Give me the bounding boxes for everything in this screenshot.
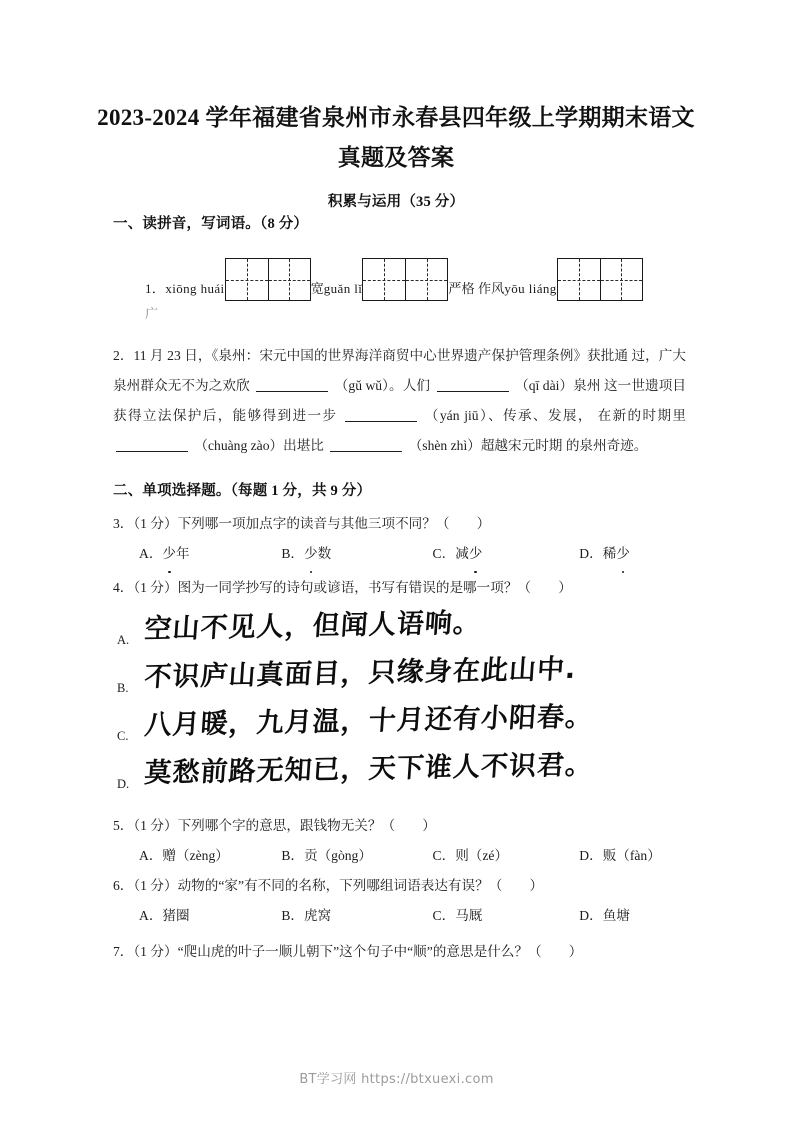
answer-blank-qi-dai[interactable]	[437, 391, 509, 392]
option-b[interactable]	[281, 539, 432, 569]
answer-blank-shen-zhi[interactable]	[330, 451, 402, 452]
question-5-stem: 5．（1 分）下列哪个字的意思，跟钱物无关？（ ）	[113, 818, 436, 833]
option-c[interactable]	[433, 841, 580, 871]
q1-text-2: 严格 作风	[448, 281, 505, 296]
document-content	[113, 212, 686, 967]
option-label: D．	[579, 848, 603, 863]
q2-seg-a: 过，广大泉州群众无不为之欢欣	[113, 348, 687, 393]
q1-pinyin-2: guǎn lǐ	[323, 281, 363, 296]
handwriting-sentence-a: 空山不见人，但闻人语响。	[143, 607, 483, 646]
option-dotted-char: 少	[162, 539, 176, 569]
section-heading-2: 二、单项选择题。（每题 1 分，共 9 分）	[113, 483, 372, 499]
option-a[interactable]	[139, 841, 281, 871]
option-text: 贡（gòng）	[303, 848, 372, 863]
option-dotted-char: 少	[304, 539, 318, 569]
q2-seg-b: 这一世遗项目获得立法保护后，能够得到进一步	[113, 378, 686, 423]
option-a[interactable]	[139, 901, 281, 931]
option-d[interactable]	[579, 901, 686, 931]
option-label: D．	[579, 908, 603, 923]
option-text: 鱼塘	[602, 908, 630, 923]
option-text: 虎窝	[303, 908, 332, 923]
q1-pinyin-3: yōu liáng	[504, 281, 557, 296]
option-b[interactable]	[281, 901, 432, 931]
document-subtitle: 积累与运用（35 分）	[327, 194, 465, 210]
section-heading-1: 一、读拼音，写词语。（8 分）	[113, 216, 309, 232]
option-label: B．	[281, 908, 304, 923]
option-c[interactable]	[433, 539, 580, 569]
option-text: 则（zé）	[455, 848, 509, 863]
q1-text-1: 宽	[310, 281, 324, 296]
option-label: C．	[432, 546, 456, 561]
option-d[interactable]	[579, 539, 686, 569]
option-label: D.	[117, 777, 130, 791]
tianzige-grid-2[interactable]	[362, 258, 448, 301]
question-3-stem: 3．（1 分）下列哪一项加点字的读音与其他三项不同？（ ）	[113, 516, 491, 531]
q1-pinyin-1: xiōng huái	[165, 281, 225, 296]
question-4-option-c[interactable]	[113, 701, 686, 747]
option-text: 猪圈	[162, 908, 190, 923]
title-block	[96, 98, 696, 211]
q2-seg-d: 的泉州奇迹。	[565, 438, 648, 453]
grid-cell	[363, 259, 405, 300]
option-label: A．	[139, 908, 163, 923]
q2-py-c: （yán jiū）、传承、发展，	[424, 408, 593, 423]
option-label: A.	[117, 633, 130, 647]
question-6-stem: 6．（1 分）动物的“家”有不同的名称，下列哪组词语表达有误？（ ）	[113, 878, 544, 893]
question-2	[113, 341, 686, 461]
option-post: 年	[176, 546, 190, 561]
question-4-stem: 4．（1 分）图为一同学抄写的诗句或谚语，书写有错误的是哪一项？（ ）	[113, 580, 572, 595]
question-4-option-d[interactable]	[113, 749, 686, 795]
option-c[interactable]	[433, 901, 580, 931]
option-b[interactable]	[281, 841, 432, 871]
q2-seg-c: 在新的时期里	[597, 408, 686, 423]
grid-cell	[405, 259, 447, 300]
option-label: B.	[117, 681, 129, 695]
option-label: A．	[139, 848, 163, 863]
option-dotted-char: 少	[616, 539, 630, 569]
q1-tail-char: 广	[145, 306, 159, 321]
option-pre: 减	[455, 546, 469, 561]
option-d[interactable]	[579, 841, 686, 871]
q2-py-d: （chuàng zào）出堪比	[194, 438, 324, 453]
option-label: A．	[139, 546, 163, 561]
option-text: 赠（zèng）	[162, 848, 229, 863]
question-4-option-a[interactable]	[113, 609, 686, 651]
q2-py-b: （qī dài）泉州	[515, 378, 601, 393]
question-5-options	[113, 841, 686, 871]
option-label: B．	[281, 848, 304, 863]
option-label: B．	[281, 546, 304, 561]
option-a[interactable]	[139, 539, 281, 569]
grid-cell	[268, 259, 310, 300]
question-3-options	[113, 539, 686, 569]
option-label: C．	[432, 908, 456, 923]
page-title: 2023-2024 学年福建省泉州市永春县四年级上学期期末语文真题及答案	[97, 105, 695, 170]
question-1-row	[113, 258, 686, 301]
grid-cell	[558, 259, 600, 300]
answer-blank-gu-wu[interactable]	[256, 391, 328, 392]
answer-blank-chuang-zao[interactable]	[116, 451, 188, 452]
footer-watermark: BT学习网 https://btxuexi.com	[299, 1072, 494, 1087]
grid-cell	[600, 259, 642, 300]
option-label: D．	[579, 546, 603, 561]
tianzige-grid-3[interactable]	[557, 258, 643, 301]
q2-py-e: （shèn zhì）超越宋元时期	[408, 438, 563, 453]
question-4-option-b[interactable]	[113, 653, 686, 699]
tianzige-grid-1[interactable]	[225, 258, 311, 301]
answer-blank-yan-jiu[interactable]	[345, 421, 417, 422]
option-dotted-char: 少	[469, 539, 483, 569]
grid-cell	[226, 259, 268, 300]
question-6-options	[113, 901, 686, 931]
option-post: 数	[317, 546, 332, 561]
q2-py-a: （gǔ wǔ）。人们	[334, 378, 431, 393]
option-text: 贩（fàn）	[602, 848, 661, 863]
option-pre: 稀	[602, 546, 617, 561]
option-text: 马厩	[455, 908, 483, 923]
q1-number: 1．	[145, 281, 166, 296]
option-label: C．	[432, 848, 456, 863]
option-label: C.	[117, 729, 129, 743]
question-7-stem: 7．（1 分）“爬山虎的叶子一顺儿朝下”这个句子中“顺”的意思是什么？（ ）	[113, 944, 583, 959]
handwriting-sentence-c: 八月暖，九月温，十月还有小阳春。	[143, 701, 595, 742]
handwriting-sentence-b: 不识庐山真面目，只缘身在此山中.	[143, 653, 578, 694]
handwriting-sentence-d: 莫愁前路无知已，天下谁人不识君。	[143, 749, 595, 790]
q2-line1: 2．11 月 23 日，《泉州：宋元中国的世界海洋商贸中心世界遗产保护管理条例》获批通	[113, 348, 628, 363]
